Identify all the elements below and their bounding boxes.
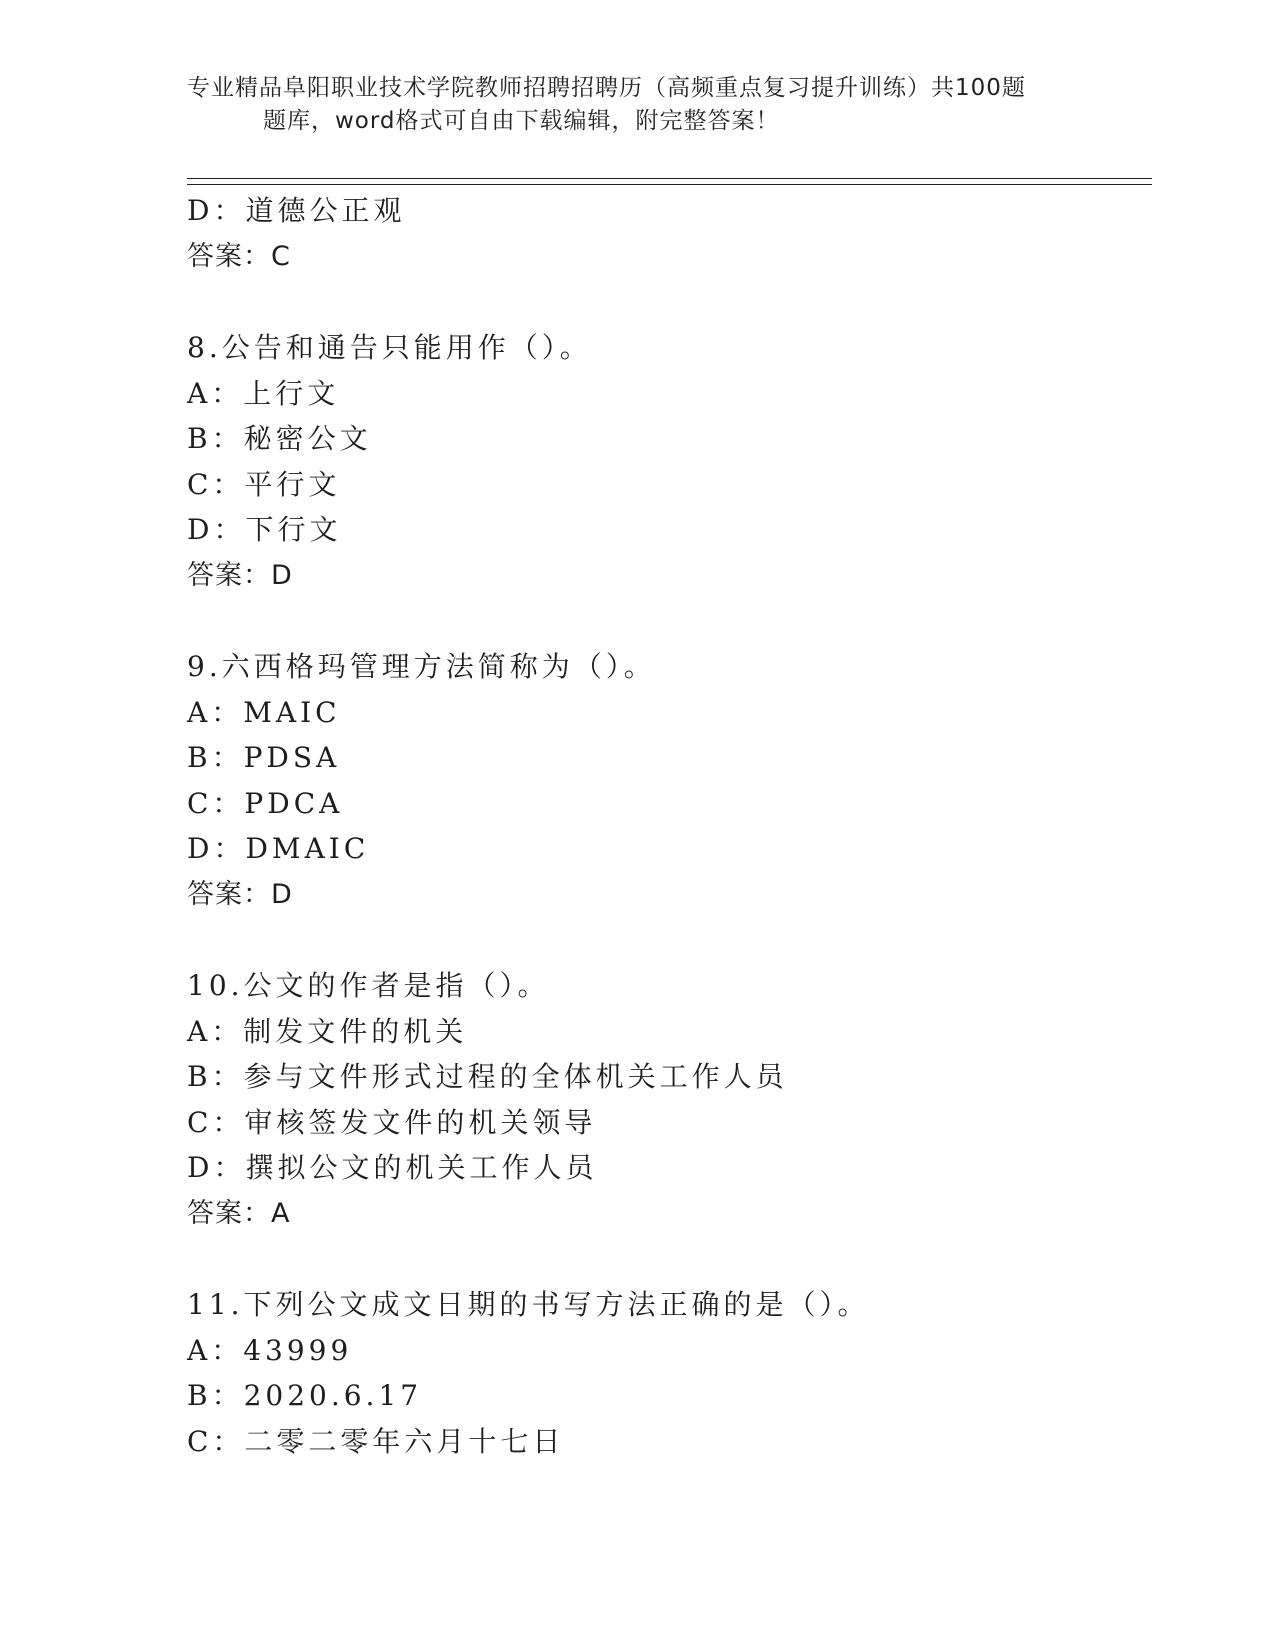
spacer xyxy=(187,917,1147,963)
option-b: B：参与文件形式过程的全体机关工作人员 xyxy=(187,1060,788,1093)
option-a: A：43999 xyxy=(187,1333,353,1367)
spacer xyxy=(187,598,1147,644)
page-header xyxy=(187,72,1067,138)
spacer xyxy=(187,1236,1147,1282)
answer-line: 答案：A xyxy=(187,1197,291,1229)
question-stem: 9.六西格玛管理方法简称为（）。 xyxy=(187,650,656,683)
header-title-line-1: 专业精品阜阳职业技术学院教师招聘招聘历（高频重点复习提升训练）共100题 xyxy=(187,75,1026,101)
option-c: C：平行文 xyxy=(187,467,341,501)
option-a: A：制发文件的机关 xyxy=(187,1014,468,1048)
question-block-11 xyxy=(187,1282,1147,1464)
option-d: D：撰拟公文的机关工作人员 xyxy=(187,1151,598,1184)
spacer xyxy=(187,279,1147,325)
option-c: C：审核签发文件的机关领导 xyxy=(187,1105,597,1139)
option-c: C：PDCA xyxy=(187,786,344,820)
header-divider-top xyxy=(187,178,1152,179)
question-block-10 xyxy=(187,963,1147,1236)
option-a: A：MAIC xyxy=(187,695,341,729)
question-block-9 xyxy=(187,644,1147,917)
option-c: C：二零二零年六月十七日 xyxy=(187,1424,565,1458)
header-title-line-2: 题库，word格式可自由下载编辑，附完整答案！ xyxy=(263,108,780,134)
question-stem: 11.下列公文成文日期的书写方法正确的是（）。 xyxy=(187,1288,870,1321)
option-d: D：下行文 xyxy=(187,513,342,546)
option-b: B：2020.6.17 xyxy=(187,1379,423,1412)
option-b: B：秘密公文 xyxy=(187,422,372,455)
option-d: D：道德公正观 xyxy=(187,194,406,227)
question-stem: 10.公文的作者是指（）。 xyxy=(187,969,550,1002)
option-a: A：上行文 xyxy=(187,376,340,410)
option-d: D：DMAIC xyxy=(187,832,370,865)
question-list xyxy=(187,188,1147,1464)
answer-line: 答案：C xyxy=(187,240,291,272)
question-block-8 xyxy=(187,325,1147,598)
answer-line: 答案：D xyxy=(187,559,293,591)
option-b: B：PDSA xyxy=(187,741,341,774)
answer-line: 答案：D xyxy=(187,878,293,910)
header-divider-bottom xyxy=(187,184,1152,185)
question-stem: 8.公告和通告只能用作（）。 xyxy=(187,331,592,364)
